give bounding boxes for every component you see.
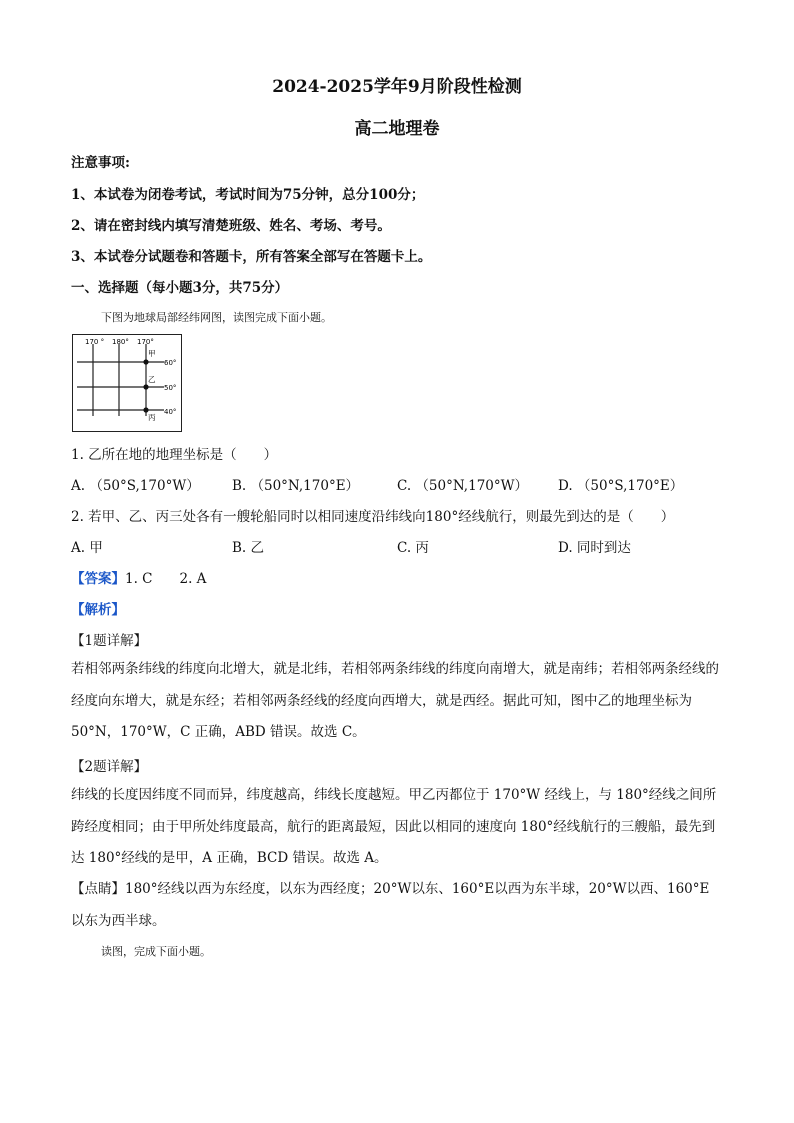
point-yi <box>143 384 148 389</box>
lon-label-2: 180° <box>112 338 129 346</box>
lat-label-40: 40° <box>164 408 177 416</box>
lat-label-60: 60° <box>164 359 177 367</box>
graticule-figure <box>72 334 182 432</box>
figure-frame <box>73 335 182 432</box>
note-item-1: 1、本试卷为闭卷考试，考试时间为75分钟，总分100分； <box>71 187 425 203</box>
q2-option-b: B. 乙 <box>232 540 265 556</box>
detail-1-text: 若相邻两条纬线的纬度向北增大，就是北纬，若相邻两条纬线的纬度向南增大，就是南纬；若相邻两条经线的经度向东增大，就是东经；若相邻两条经线的经度向西增大，就是西经。据此可知，图中乙的地理坐标为 50°N，170°W，C 正确，ABD 错误。故选 C。 <box>71 661 719 740</box>
point-jia <box>143 359 148 364</box>
q2-option-a: A. 甲 <box>71 540 103 556</box>
q2-option-c: C. 丙 <box>397 540 429 556</box>
analysis-label: 【解析】 <box>71 602 125 618</box>
tip-paragraph <box>71 874 721 937</box>
detail-2-label: 【2题详解】 <box>71 759 148 775</box>
point-label-jia: 甲 <box>148 349 156 358</box>
q1-option-c: C. （50°N,170°W） <box>397 478 528 494</box>
section-intro: 下图为地球局部经纬网图，读图完成下面小题。 <box>101 311 332 324</box>
point-label-bing: 丙 <box>148 413 156 422</box>
detail-1-label: 【1题详解】 <box>71 633 148 649</box>
point-label-yi: 乙 <box>148 375 156 384</box>
next-intro: 读图，完成下面小题。 <box>101 945 211 958</box>
q2-stem: 2. 若甲、乙、丙三处各有一艘轮船同时以相同速度沿纬线向180°经线航行，则最先到达的是（ ） <box>71 509 675 525</box>
lon-label-1: 170 ° <box>85 338 105 346</box>
q1-stem: 1. 乙所在地的地理坐标是（ ） <box>71 447 278 463</box>
detail-2-text: 纬线的长度因纬度不同而异，纬度越高，纬线长度越短。甲乙丙都位于 170°W 经线上，与 180°经线之间所跨经度相同；由于甲所处纬度最高，航行的距离最短，因此以相同的速度向 180°经线航行的三艘船，最先到达 180°经线的是甲，A 正确，BCD 错误。故选 A。 <box>71 787 717 866</box>
q1-option-a: A. （50°S,170°W） <box>71 478 200 494</box>
exam-subtitle: 高二地理卷 <box>354 119 440 139</box>
answer-label: 【答案】 <box>71 571 125 587</box>
lon-label-3: 170° <box>137 338 154 346</box>
section-heading: 一、选择题（每小题3分，共75分） <box>71 280 289 296</box>
answer-text: 1. C 2. A <box>125 571 207 587</box>
lat-label-50: 50° <box>164 384 177 392</box>
exam-title: 2024-2025学年9月阶段性检测 <box>272 77 522 97</box>
point-bing <box>143 407 148 412</box>
note-item-2: 2、请在密封线内填写清楚班级、姓名、考场、考号。 <box>71 218 391 234</box>
answer-line <box>71 567 206 587</box>
q1-option-d: D. （50°S,170°E） <box>558 478 684 494</box>
tip-label: 【点睛】 <box>71 881 125 897</box>
notes-heading: 注意事项: <box>71 155 130 171</box>
note-item-3: 3、本试卷分试题卷和答题卡，所有答案全部写在答题卡上。 <box>71 249 432 265</box>
tip-text: 180°经线以西为东经度，以东为西经度；20°W以东、160°E以西为东半球，20°W以西、160°E以东为西半球。 <box>71 881 710 929</box>
q2-option-d: D. 同时到达 <box>558 540 631 556</box>
q1-option-b: B. （50°N,170°E） <box>232 478 360 494</box>
